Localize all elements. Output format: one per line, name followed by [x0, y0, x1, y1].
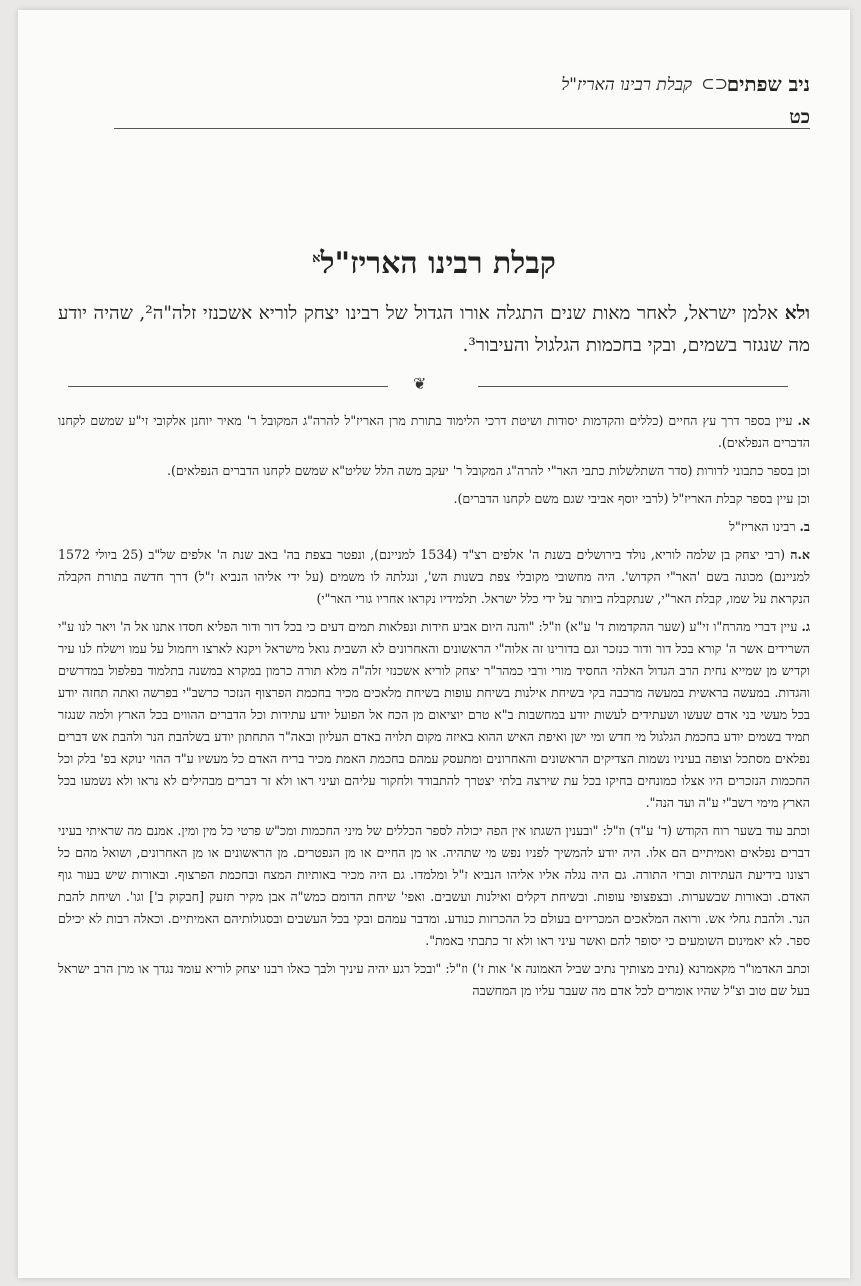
chapter-title-text: קבלת רבינו האריז"ל — [320, 246, 556, 281]
footnote-text: וכן עיין בספר קבלת האריז"ל (לרבי יוסף אביבי שגם משם לקחנו הדברים). — [453, 491, 810, 506]
footnote-text: וכתב האדמו"ר מקאמרנא (נתיב מצותיך נתיב שביל האמונה א' אות ז') וז"ל: "ובכל רגע יהיה עיניך ולבך כאלו רבנו יצחק לוריא עומד נגדך או מרן הרב ישראל בעל שם טוב וצ"ל שהיו אומרים לכל אדם מה שעבר עליו מן המחשבה — [58, 961, 810, 998]
running-head — [118, 72, 810, 102]
footnote-label: א.ה — [790, 547, 811, 562]
intro-lead-word: ולא — [784, 303, 810, 324]
footnote-text: עיין בספר דרך עץ החיים (כללים והקדמות יסודות ושיטת דרכי הלימוד בתורת מרן האריז"ל להרה"ג המקובל ר' מאיר יוחנן אלקובי זי"ע שמשם לקחנו הדברים הנפלאים). — [58, 413, 810, 450]
footnote — [58, 616, 810, 814]
footnote — [58, 958, 810, 1002]
footnote — [58, 544, 810, 610]
notes-divider-left — [68, 386, 388, 387]
page-number: כט — [789, 106, 810, 128]
book-name: ניב שפתים — [726, 72, 810, 96]
notes-divider-right — [478, 386, 788, 387]
footnote — [58, 516, 810, 538]
header-rule — [114, 128, 810, 129]
footnote-label: ב. — [799, 519, 810, 534]
footnote-label: ג. — [801, 619, 810, 634]
footnote-text: עיין דברי מהרח"ו זי"ע (שער ההקדמות ד' ע"א) וז"ל: "והנה היום אביע חידות ונפלאות תמים דעים כי בכל דור ודור הפליא חסדו אתנו אל ה' ויאר לנו ע"י השרידים אשר ה' קורא בכל דור ודור כנזכר וגם בדורינו זה אלוה"י הראשונים והאחרונים לא השבית גואל מישראל ויקנא לארצו ויחמול על עמו וישלח לנו עיר וקדיש מן שמייא נחית הרב הגדול האלהי החסיד מורי ורבי כמהר"ר יצחק לוריא אשכנזי זלה"ה מלא תורה כרמון במקרא במשנה בתלמוד בפלפול במדרשים והגדות. במעשה בראשית במעשה מרכבה בקי בשיחת אילנות בשיחת עופות בשיחת מלאכים מכיר בחכמת הפרצוף הנזכר כרשב"י בפרשה ואתה תחזה יודע בכל מעשי בני אדם שעשו ושעתידים לעשות יודע במחשבות ב"א טרם יוציאום מן הכח אל הפועל יודע עתידות וכל הדברים ההווים בכל הארץ ולמה שנגזר תמיד בשמים יודע בחכמת הגלגול מי חדש ומי ישן ואיפת האיש ההוא באיזה מקום תלויה באדם העליון ובאה"ר התחתון יודע בשלהבת הנר ולהבת אש דברים נפלאים מסתכל וצופה בעיניו נשמות הצדיקים הראשונים והאחרונים ומתעסק עמהם בחכמת האמת מכיר בריח האדם כל מעשיו ע"ד ההוי ינוקא בפ' בלק וכל החכמות הנזכרים היו אצלו כמונחים בחיקו בכל עת שירצה בלתי יצטרך להתבודד ולחקור עליהם ועיני ראו ולא זר דברים מבהילים לא נראו ולא נשמעו בכל הארץ מימי רשב"י ע"ה ועד הנה". — [58, 619, 810, 810]
chapter-title — [78, 246, 790, 281]
footnote-text: רבינו האריז"ל — [729, 519, 796, 534]
running-chapter-title: קבלת רבינו האריז"ל — [561, 75, 692, 95]
notes-ornament-icon: ❦ — [413, 374, 427, 393]
book-page — [18, 10, 850, 1278]
footnote — [58, 820, 810, 952]
footnote — [58, 488, 810, 510]
footnote-text: וכן בספר כתבוני לדורות (סדר השתלשלות כתבי האר"י להרה"ג המקובל ר' יעקב משה הלל שליט"א שמשם לקחנו הדברים הנפלאים). — [167, 463, 810, 478]
footnotes — [58, 410, 810, 1008]
ornament-icon: ⊂⊃ — [701, 74, 728, 93]
footnote-label: א. — [797, 413, 810, 428]
intro-text: אלמן ישראל, לאחר מאות שנים התגלה אורו הגדול של רבינו יצחק לוריא אשכנזי זלה"ה², שהיה יודע מה שנגזר בשמים, ובקי בחכמות הגלגול והעיבור³. — [58, 303, 810, 356]
footnote-text: (רבי יצחק בן שלמה לוריא, נולד בירושלים בשנת ה' אלפים רצ"ד (1534 למניינם), ונפטר בצפת בה' באב שנת ה' אלפים של"ב (25 ביולי 1572 למניינם) מכונה בשם 'האר"י הקדוש'. היה מחשובי מקובלי צפת בשנות הש', ונגלתה לו משמים (על ידי אליהו הנביא ז"ל) דרך חדשה בתורת הקבלה הנקראת על שמו, קבלת האר"י, שנתקבלה ביותר על ידי כלל ישראל. תלמידיו נקראו אחריו גורי האר"י) — [58, 547, 810, 606]
footnote — [58, 410, 810, 454]
footnote — [58, 460, 810, 482]
chapter-title-footnote: א — [312, 251, 321, 266]
intro-paragraph — [58, 298, 810, 362]
footnote-text: וכתב עוד בשער רוח הקודש (ד' ע"ד) וז"ל: "ובענין השגתו אין הפה יכולה לספר הכללים של מיני החכמות ומכ"ש פרטי כל מין ומין. אמנם מה שראיתי בעיני דברים נפלאים ואמיתיים הם אלו. היה יודע להמשיך לפניו נפש מי שתהיה. או מן החיים או מן הנפטרים. מן הראשונים או מן האחרונים, ושואל מהם כל רצונו בידיעת העתידות וברזי התורה. גם היה נגלה אליו אליהו הנביא ז"ל ומלמדו. גם היה מכיר באותיות המצח ובחכמת הפרצוף. ובאורות שיש בעור גוף האדם. ובאורות שבשערות. ובצפצופי עופות. ובשיחת דקלים ואילנות ועשבים. ואפי' שיחת הדומם כמש"ה אבן מקיר תזעק [חבקוק ב'] וגו'. ושיחת להבת הנר. ולהבת גחלי אש. ורואה המלאכים המכריזים בעולם כל ההכרזות כנודע. ומדבר עמהם ובקי בכל העשבים ובסגולותיהם האמיתיים. וכאלה רבות לא יכילם ספר. לא יאמינום השומעים כי יסופר להם ואשר עיני ראו ולא זר כתבתי באמת". — [58, 823, 810, 948]
